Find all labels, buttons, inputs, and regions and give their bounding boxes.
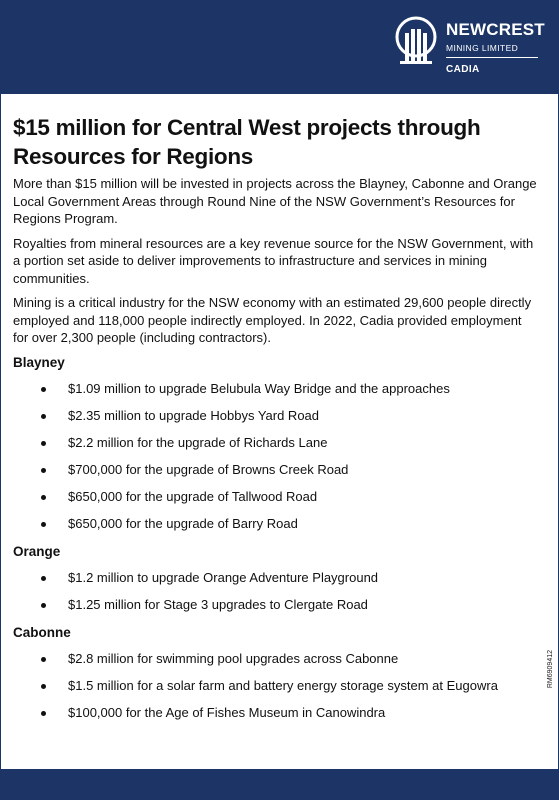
newcrest-logo xyxy=(394,13,544,85)
bullet-icon xyxy=(41,576,46,581)
list-item xyxy=(13,429,537,456)
list-item xyxy=(13,672,537,699)
list-item-text: $650,000 for the upgrade of Tallwood Road xyxy=(68,488,318,504)
list-item-text: $100,000 for the Age of Fishes Museum in Canowindra xyxy=(68,704,386,720)
paragraph-royalties: Royalties from mineral resources are a key revenue source for the NSW Government, with a portion set aside to deliver improvements to infrastructure and services in mining communities. xyxy=(13,235,534,286)
paragraph-employment: Mining is a critical industry for the NSW economy with an estimated 29,600 people directly employed and 118,000 people indirectly employed. In 2022, Cadia provided employment for over 2,300 people (including contractors). xyxy=(13,295,532,345)
bullet-icon xyxy=(41,711,46,716)
brand-site: CADIA xyxy=(446,64,480,75)
list-item-text: $2.8 million for swimming pool upgrades across Cabonne xyxy=(68,650,399,666)
header-banner xyxy=(1,1,558,94)
bullet-icon xyxy=(41,495,46,500)
section-heading-cabonne: Cabonne xyxy=(13,624,71,640)
list-item xyxy=(13,510,537,537)
section-heading-orange: Orange xyxy=(13,543,61,559)
list-item-text: $1.2 million to upgrade Orange Adventure Playground xyxy=(68,569,379,585)
newcrest-logo-icon xyxy=(394,15,438,69)
list-item xyxy=(13,645,537,672)
bullet-icon xyxy=(41,603,46,608)
reference-code: RM6909412 xyxy=(547,650,554,689)
list-item-text: $1.25 million for Stage 3 upgrades to Clergate Road xyxy=(68,596,368,612)
brand-divider xyxy=(446,57,538,58)
article-title: $15 million for Central West projects through Resources for Regions xyxy=(13,115,481,169)
list-item-text: $700,000 for the upgrade of Browns Creek Road xyxy=(68,461,349,477)
list-item xyxy=(13,402,537,429)
bullet-icon xyxy=(41,441,46,446)
footer-banner xyxy=(1,769,558,799)
bullet-icon xyxy=(41,522,46,527)
list-blayney xyxy=(13,375,537,537)
list-item xyxy=(13,564,537,591)
paragraph-intro: More than $15 million will be invested in projects across the Blayney, Cabonne and Orange Local Government Areas through Round Nine of the NSW Government’s Resources for Regions Program. xyxy=(13,176,537,226)
section-heading-blayney: Blayney xyxy=(13,354,65,370)
bullet-icon xyxy=(41,414,46,419)
bullet-icon xyxy=(41,387,46,392)
bullet-icon xyxy=(41,468,46,473)
article-body xyxy=(13,113,537,726)
bullet-icon xyxy=(41,684,46,689)
list-item xyxy=(13,483,537,510)
list-orange xyxy=(13,564,537,618)
list-item-text: $1.5 million for a solar farm and battery energy storage system at Eugowra xyxy=(68,677,498,693)
brand-subtitle: MINING LIMITED xyxy=(446,43,519,53)
brand-name: NEWCREST xyxy=(446,20,545,39)
list-item xyxy=(13,456,537,483)
list-item xyxy=(13,375,537,402)
list-item-text: $1.09 million to upgrade Belubula Way Bridge and the approaches xyxy=(68,380,450,396)
list-cabonne xyxy=(13,645,537,726)
list-item xyxy=(13,699,537,726)
list-item-text: $2.35 million to upgrade Hobbys Yard Road xyxy=(68,407,320,423)
list-item-text: $2.2 million for the upgrade of Richards Lane xyxy=(68,434,328,450)
bullet-icon xyxy=(41,657,46,662)
list-item-text: $650,000 for the upgrade of Barry Road xyxy=(68,515,298,531)
list-item xyxy=(13,591,537,618)
